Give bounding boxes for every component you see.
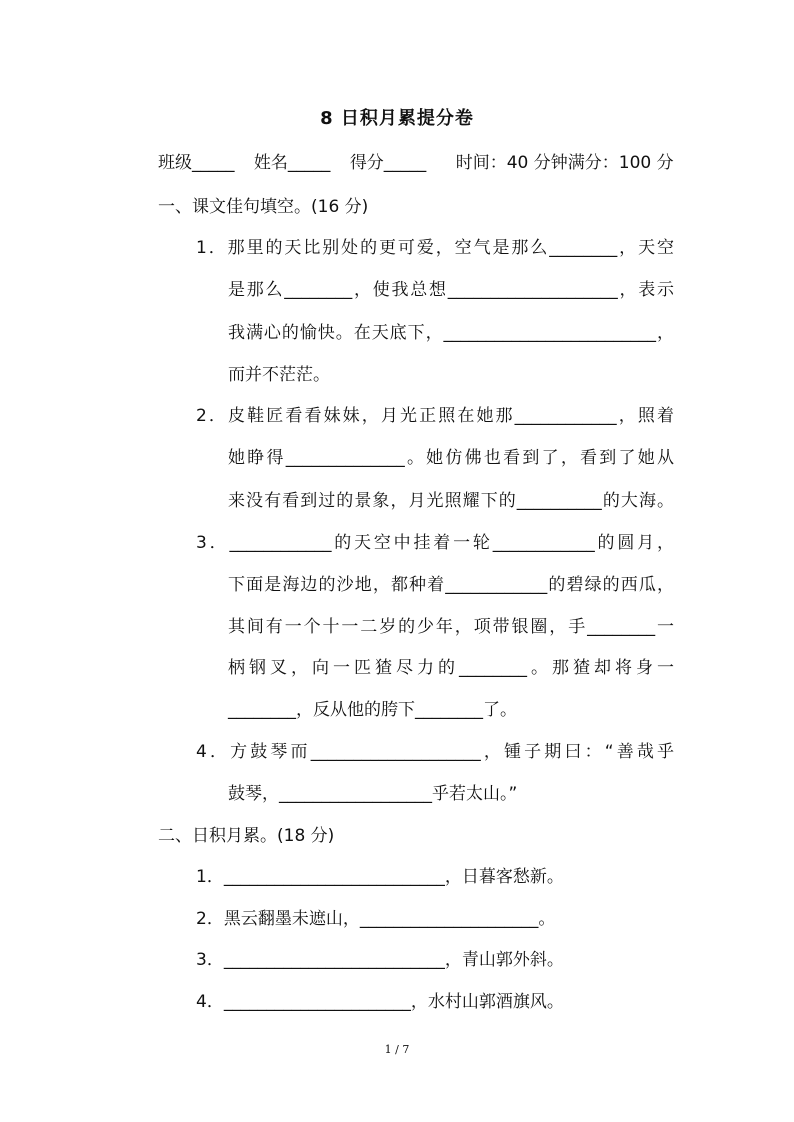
page-number: 1 / 7	[384, 1043, 410, 1056]
section-2-heading: 二、日积月累。(18 分)	[158, 826, 335, 846]
score-field: 得分_____	[349, 153, 427, 173]
q3-line: 其间有一个十一二岁的少年，项带银圈，手________一	[228, 617, 674, 637]
time-score-info: 时间：40 分钟满分：100 分	[455, 153, 674, 173]
q3-line: 柄钢叉，向一匹猹尽力的________。那猹却将身一	[228, 658, 674, 678]
poem-item: 4．______________________，水村山郭酒旗风。	[196, 992, 564, 1012]
q4-line: 鼓琴，__________________乎若太山。”	[228, 784, 518, 804]
q2-line: 她睁得______________。她仿佛也看到了，看到了她从	[228, 448, 674, 468]
q3-line: 下面是海边的沙地，都种着____________的碧绿的西瓜，	[228, 575, 674, 595]
q4-line: 4．方鼓琴而____________________，锺子期曰：“善哉乎	[196, 742, 674, 762]
q3-line: ________，反从他的胯下________了。	[228, 700, 517, 720]
page-title: 8 日积月累提分卷	[320, 108, 474, 129]
q1-line: 而并不茫茫。	[228, 365, 330, 385]
q1-line: 我满心的愉快。在天底下，_________________________，	[228, 323, 674, 343]
q1-line: 1．那里的天比别处的更可爱，空气是那么________，天空	[196, 238, 674, 258]
name-field: 姓名_____	[253, 153, 331, 173]
section-1-heading: 一、课文佳句填空。(16 分)	[158, 197, 369, 217]
poem-item: 2．黑云翻墨未遮山，_____________________。	[196, 909, 556, 929]
student-info-line	[158, 148, 678, 173]
class-field: 班级_____	[158, 153, 235, 173]
q2-line: 2．皮鞋匠看看妹妹，月光正照在她那____________，照着	[196, 406, 674, 426]
poem-item: 1．__________________________，日暮客愁新。	[196, 867, 564, 887]
poem-item: 3．__________________________，青山郭外斜。	[196, 950, 564, 970]
q3-line: 3．____________的天空中挂着一轮____________的圆月，	[196, 533, 674, 553]
q1-line: 是那么________，使我总想____________________，表示	[228, 280, 674, 300]
q2-line: 来没有看到过的景象，月光照耀下的__________的大海。	[228, 491, 674, 511]
